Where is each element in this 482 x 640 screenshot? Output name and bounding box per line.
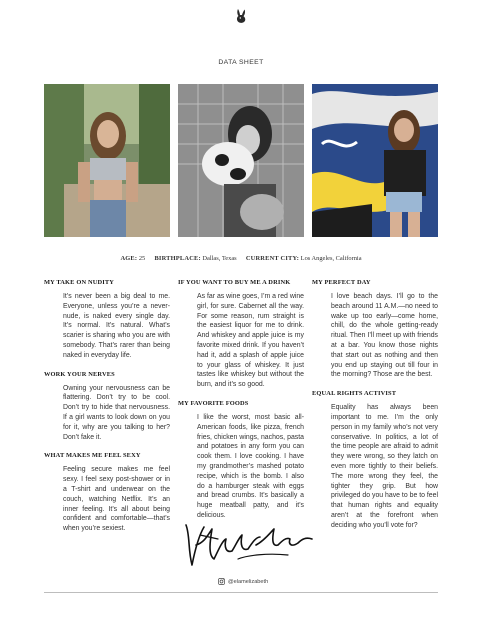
section-body-equal-rights: Equality has always been important to me. I’m the only person in my family who’s not very conservative. In politics, a lot of the time people are afraid to admit they were wrong, so they latch on even more tightly to their beliefs. The more wrong they feel, the tighter they grip. But how privileged do you have to be to feel that human rights and equality aren’t at the forefront when deciding who you’ll vote for? <box>331 404 438 529</box>
birthplace-label: BIRTHPLACE: <box>154 255 201 262</box>
column-left <box>44 279 170 544</box>
photo-beach-outfit <box>44 84 170 237</box>
page-title: DATA SHEET <box>218 59 264 66</box>
section-body-perfect-day: I love beach days. I’ll go to the beach around 11 A.M.—no need to wake up too early—come home, chill, do the whole getting-ready ritual. Then I’ll meet up with friends at a bar. You know those nights that start out as nothing and then you end up staying out till four in the morning? Those are the best. <box>331 293 438 379</box>
section-title-equal-rights: EQUAL RIGHTS ACTIVIST <box>312 390 397 398</box>
section-title-drink: IF YOU WANT TO BUY ME A DRINK <box>178 279 291 286</box>
instagram-handle <box>218 578 268 585</box>
section-body-nudity: It’s never been a big deal to me. Everyone, unless you’re a never-nude, is naked every single day. It’s normal. It’s natural. What’s scarier is sharing who you are with somebody. That’s rarer than being naked in everyday life. <box>63 293 170 359</box>
age-label: AGE: <box>120 255 138 262</box>
current-city-label: CURRENT CITY: <box>245 255 300 262</box>
signature <box>178 515 318 575</box>
section-body-sexy: Feeling secure makes me feel sexy. I feel sexy post-shower or in a T-shirt and underwear on the couch, watching Netflix. It’s an inner feeling. It’s all about being confident and comfortable—that’s when you’re sexiest. <box>63 466 170 533</box>
current-city-value: Los Angeles, California <box>300 255 362 262</box>
section-title-nudity: MY TAKE ON NUDITY <box>44 279 115 286</box>
instagram-icon <box>218 578 225 585</box>
section-body-drink: As far as wine goes, I’m a red wine girl, for sure. Cabernet all the way. For some reason, rum straight is the easiest liquor for me to drink. And whiskey and apple juice is my favorite mixed drink. If you haven’t had it, add a splash of apple juice to your glass of whiskey. It just tastes like whiskey but without the burn, and it’s so good. <box>197 293 304 389</box>
section-body-foods: I like the worst, most basic all-American foods, like pizza, french fries, chicken wings, nachos, pasta and potatoes in any form you can cook them. I love cooking. I have my grandmother’s mashed potato recipe, which is the bomb. I also do a hamburger steak with eggs and bread crumbs. It’s basically a huge meatball patty, and it’s delicious. <box>197 413 304 519</box>
photo-graffiti-wall <box>312 84 438 237</box>
section-title-perfect-day: MY PERFECT DAY <box>312 279 371 286</box>
age-value: 25 <box>138 255 146 262</box>
photo-goat-bw <box>178 84 304 237</box>
column-right <box>312 279 438 541</box>
column-middle <box>178 279 304 531</box>
section-title-sexy: WHAT MAKES ME FEEL SEXY <box>44 452 141 460</box>
section-body-nerves: Owning your nervousness can be flattering. Don’t try to be cool. Don’t try to hide that nervousness. If a girl wants to look down on you for it, why are you talking to her? Don’t fake it. <box>63 384 170 441</box>
birthplace-value: Dallas, Texas <box>202 255 237 262</box>
footer-divider <box>44 592 438 593</box>
section-title-nerves: WORK YOUR NERVES <box>44 370 115 378</box>
instagram-handle-text: @elamelizabeth <box>228 578 269 585</box>
stats-line <box>44 255 438 262</box>
section-title-foods: MY FAVORITE FOODS <box>178 399 249 407</box>
bunny-icon <box>234 8 248 24</box>
